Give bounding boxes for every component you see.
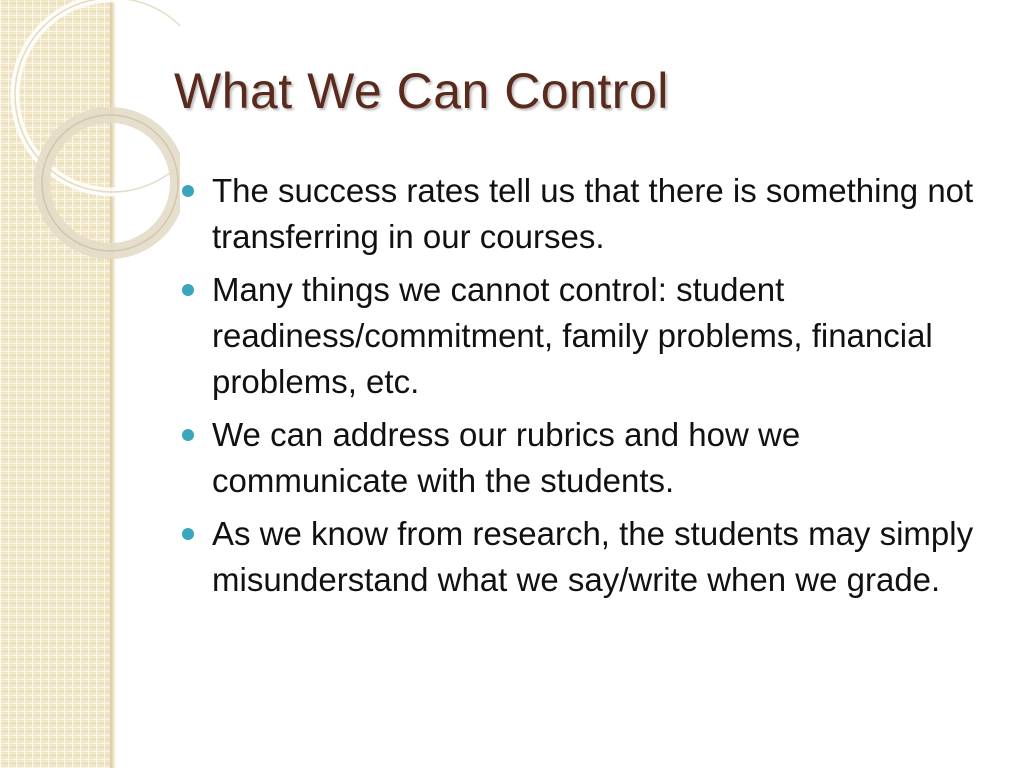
bullet-marker-icon bbox=[182, 528, 194, 540]
bullet-text: Many things we cannot control: student readiness/commitment, family problems, financial problems, etc. bbox=[212, 271, 933, 400]
bullet-item bbox=[182, 412, 1002, 504]
bullet-item bbox=[182, 267, 1002, 405]
bullet-list bbox=[182, 168, 1002, 610]
bullet-text: We can address our rubrics and how we communicate with the students. bbox=[212, 416, 801, 499]
bullet-item bbox=[182, 511, 1002, 603]
slide-title: What We Can Control bbox=[174, 63, 669, 119]
bullet-text: As we know from research, the students may simply misunderstand what we say/write when we grade. bbox=[212, 515, 974, 598]
bullet-marker-icon bbox=[182, 284, 194, 296]
bullet-marker-icon bbox=[182, 429, 194, 441]
decorative-rings bbox=[0, 0, 180, 260]
bullet-marker-icon bbox=[182, 185, 194, 197]
bullet-text: The success rates tell us that there is something not transferring in our courses. bbox=[212, 172, 974, 255]
bullet-item bbox=[182, 168, 1002, 260]
